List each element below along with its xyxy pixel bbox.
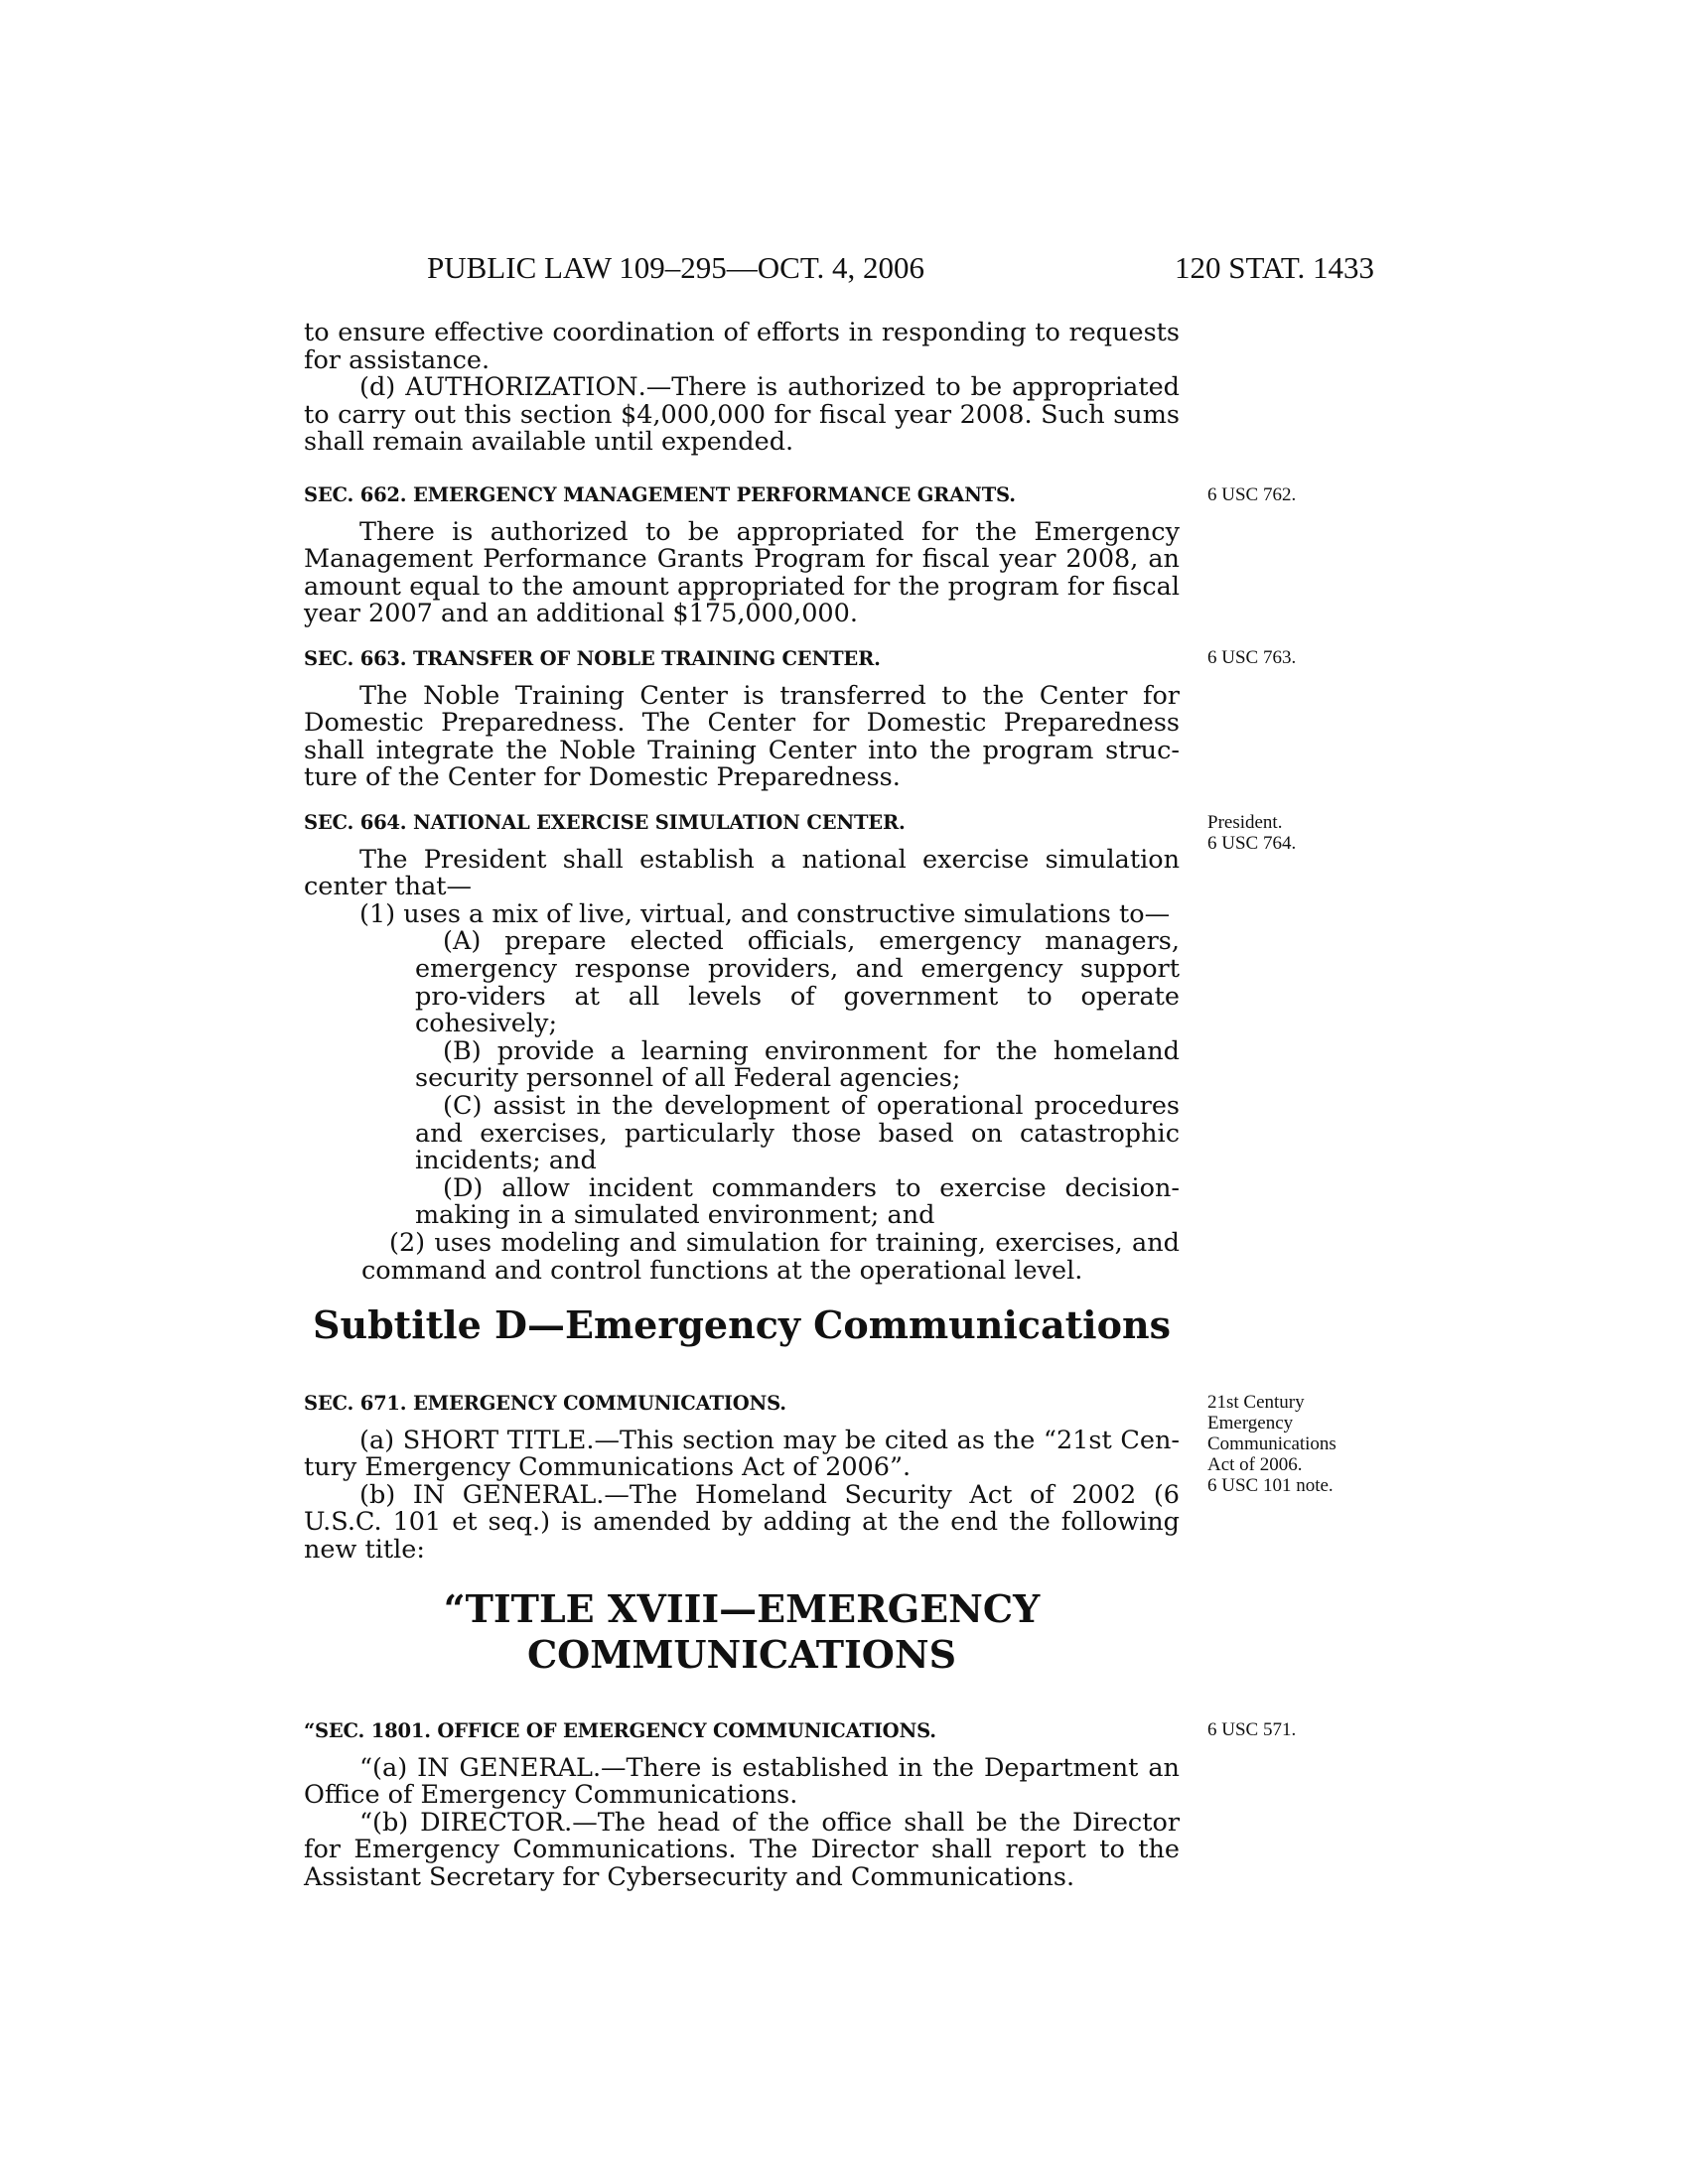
margin-note-usc: 6 USC 764.	[1207, 833, 1297, 854]
subparagraph-b: (B) provide a learning environment for the homeland security personnel of all Federal agencies;	[415, 1035, 1180, 1094]
margin-note-663: 6 USC 763.	[1207, 647, 1297, 668]
header-page-number: 120 STAT. 1433	[1174, 250, 1374, 285]
margin-line: 6 USC 101 note.	[1207, 1475, 1334, 1496]
subsection-b: (b) IN GENERAL.—The Homeland Security Act of 2002 (6 U.S.C. 101 et seq.) is amended by adding at the end the following new title:	[304, 1479, 1180, 1565]
section-heading: SEC. 663. TRANSFER OF NOBLE TRAINING CENTER.	[304, 647, 881, 670]
margin-note-664	[1207, 812, 1296, 854]
subsection-a: “(a) IN GENERAL.—There is established in the Department an Office of Emergency Communications.	[304, 1752, 1180, 1811]
title-heading	[0, 1586, 1483, 1678]
continuation-text: to ensure effective coordination of efforts in responding to requests for assistance.	[304, 318, 1180, 375]
section-intro: The President shall establish a national exercise simulation center that—	[304, 844, 1180, 902]
section-663	[304, 645, 1180, 792]
section-664	[304, 809, 1180, 1285]
section-heading: SEC. 664. NATIONAL EXERCISE SIMULATION CENTER.	[304, 811, 906, 834]
subparagraph-a: (A) prepare elected officials, emergency managers, emergency response providers, and emergency support pro-viders at all levels of government to operate cohesively;	[415, 926, 1180, 1039]
subsection-d: (d) AUTHORIZATION.—There is authorized to be appropriated to carry out this section $4,000,000 for fiscal year 2008. Such sums shall remain available until expended.	[304, 372, 1180, 458]
section-671	[304, 1390, 1180, 1565]
section-text: There is authorized to be appropriated for the Emergency Management Performance Grants Program for fiscal year 2008, an amount equal to the amount appropriated for the program for fiscal year 2007 and an additional $175,000,000.	[304, 516, 1180, 629]
subsection-b: “(b) DIRECTOR.—The head of the office shall be the Director for Emergency Communications. The Director shall report to the Assistant Secretary for Cybersecurity and Communications.	[304, 1807, 1181, 1892]
section-heading: “SEC. 1801. OFFICE OF EMERGENCY COMMUNICATIONS.	[304, 1719, 936, 1742]
margin-note-662: 6 USC 762.	[1207, 484, 1297, 505]
margin-note-president: President.	[1207, 812, 1283, 833]
subsection-a: (a) SHORT TITLE.—This section may be cited as the “21st Cen-tury Emergency Communications Act of 2006”.	[304, 1425, 1180, 1483]
continuation-block	[304, 320, 1180, 457]
title-line-1: “TITLE XVIII—EMERGENCY	[443, 1586, 1041, 1631]
subtitle-heading: Subtitle D—Emergency Communications	[313, 1302, 1171, 1347]
margin-note-1801: 6 USC 571.	[1207, 1719, 1297, 1740]
margin-line: 21st Century	[1207, 1392, 1305, 1413]
section-1801	[304, 1717, 1180, 1892]
section-662	[304, 481, 1180, 628]
margin-note-671	[1207, 1392, 1336, 1496]
subparagraph-c: (C) assist in the development of operational procedures and exercises, particularly those based on catastrophic incidents; and	[415, 1090, 1180, 1176]
running-header	[0, 250, 1688, 290]
paragraph-1: (1) uses a mix of live, virtual, and constructive simulations to—	[359, 898, 1171, 929]
margin-line: Act of 2006.	[1207, 1454, 1303, 1475]
subparagraph-d: (D) allow incident commanders to exercise decision-making in a simulated environment; and	[415, 1172, 1180, 1231]
paragraph-2: (2) uses modeling and simulation for training, exercises, and command and control functions at the operational level.	[361, 1227, 1180, 1286]
margin-line: Emergency	[1207, 1413, 1294, 1433]
title-line-2: COMMUNICATIONS	[526, 1632, 957, 1677]
section-heading: SEC. 662. EMERGENCY MANAGEMENT PERFORMANCE GRANTS.	[304, 483, 1016, 506]
section-text: The Noble Training Center is transferred to the Center for Domestic Preparedness. The Center for Domestic Preparedness shall integrate the Noble Training Center into the program struc-ture of the Center for Domestic Preparedness.	[304, 680, 1180, 793]
margin-line: Communications	[1207, 1433, 1336, 1454]
header-law-citation: PUBLIC LAW 109–295—OCT. 4, 2006	[427, 250, 924, 285]
section-heading: SEC. 671. EMERGENCY COMMUNICATIONS.	[304, 1392, 786, 1415]
